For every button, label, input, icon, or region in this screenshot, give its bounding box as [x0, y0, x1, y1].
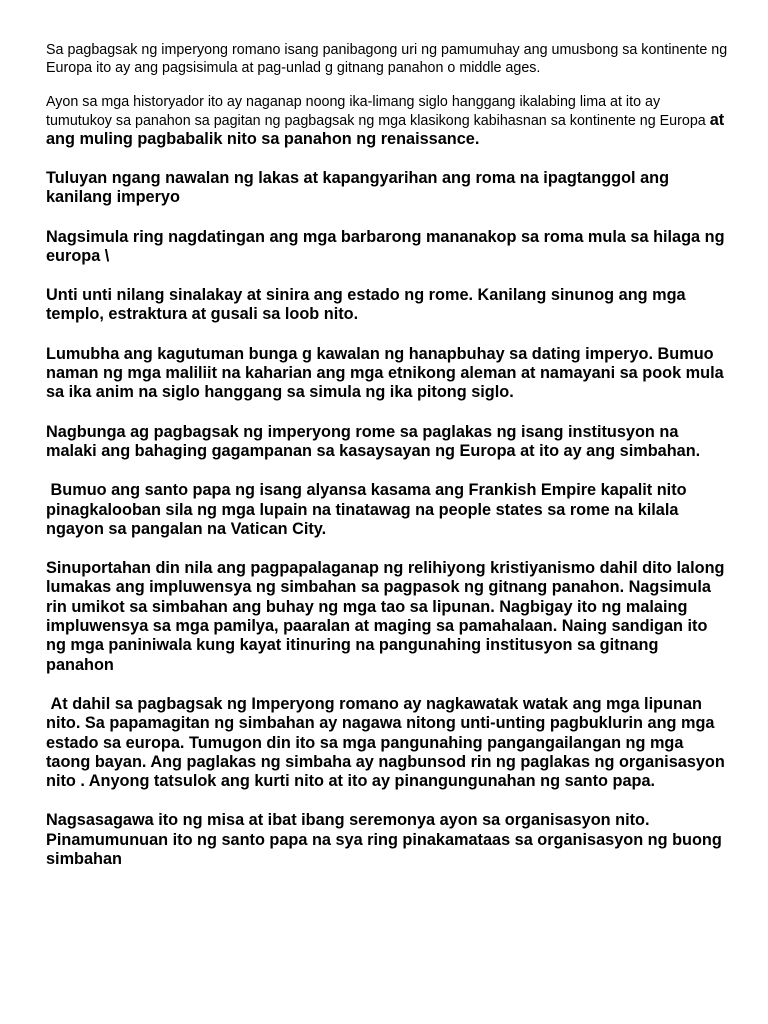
- historians-paragraph: [46, 93, 728, 149]
- paragraph-christianity: Sinuportahan din nila ang pagpapalaganap ng relihiyong kristiyanismo dahil dito lalong lumakas ang impluwensya ng simbahan sa pagpasok ng gitnang panahon. Nagsimula rin umikot sa simbahan ang buhay ng mga tao sa lipunan. Nagbigay ito ng malaing impluwensya sa mga pamilya, paaralan at maging sa pamahalaan. Naing sandigan ito ng mga paniniwala kung kayat itinuring na pangunahing institusyon sa gitnang panahon: [46, 559, 725, 674]
- paragraph-destruction: Unti unti nilang sinalakay at sinira ang estado ng rome. Kanilang sinunog ang mga templo, estraktura at gusali sa loob nito.: [46, 286, 686, 324]
- paragraph-mass-ceremonies: Nagsasagawa ito ng misa at ibat ibang seremonya ayon sa organisasyon nito. Pinamumunuan ito ng santo papa na sya ring pinakamataas sa organisasyon ng buong simbahan: [46, 811, 722, 869]
- paragraph-unification: At dahil sa pagbagsak ng Imperyong romano ay nagkawatak watak ang mga lipunan nito. Sa papamagitan ng simbahan ay nagawa nitong unti-unting pagbuklurin ang mga estado sa europa. Tumugon din ito sa mga pangunahing pangangailangan ng mga taong bayan. Ang paglakas ng simbaha ay nagbunsod rin ng paglakas ng organisasyon nito . Anyong tatsulok ang kurti nito at ito ay pinangungunahan ng santo papa.: [46, 694, 730, 791]
- paragraph-church-rise: Nagbunga ag pagbagsak ng imperyong rome sa paglakas ng isang institusyon na malaki ang bahaging gagampanan sa kasaysayan ng Europa at ito ay ang simbahan.: [46, 422, 701, 460]
- paragraph-frankish-alliance: Bumuo ang santo papa ng isang alyansa kasama ang Frankish Empire kapalit nito pinagkalooban sila ng mga lupain na tinatawag na people states sa rome na kilala ngayon sa pangalan na Vatican City.: [46, 481, 692, 538]
- paragraph-famine: Lumubha ang kagutuman bunga g kawalan ng hanapbuhay sa dating imperyo. Bumuo naman ng mga maliliit na kaharian ang mga etnikong aleman at namayani sa pook mula sa ika anim na siglo hanggang sa simula ng ika pitong siglo.: [46, 344, 724, 402]
- historians-bold-text: at ang muling pagbabalik nito sa panahon ng renaissance.: [46, 111, 725, 148]
- paragraph-rome-weakness: Tuluyan ngang nawalan ng lakas at kapangyarihan ang roma na ipagtanggol ang kanilang imperyo: [46, 169, 670, 207]
- historians-text: Ayon sa mga historyador ito ay naganap noong ika-limang siglo hanggang ikalabing lima at ito ay tumutukoy sa panahon sa pagitan ng pagbagsak ng mga klasikong kabihasnan sa kontinente ng Europa: [46, 94, 706, 129]
- paragraph-barbarians: Nagsimula ring nagdatingan ang mga barbarong mananakop sa roma mula sa hilaga ng europa \: [46, 227, 725, 265]
- intro-paragraph: Sa pagbagsak ng imperyong romano isang panibagong uri ng pamumuhay ang umusbong sa kontinente ng Europa ito ay ang pagsisimula at pag-unlad g gitnang panahon o middle ages.: [46, 42, 728, 76]
